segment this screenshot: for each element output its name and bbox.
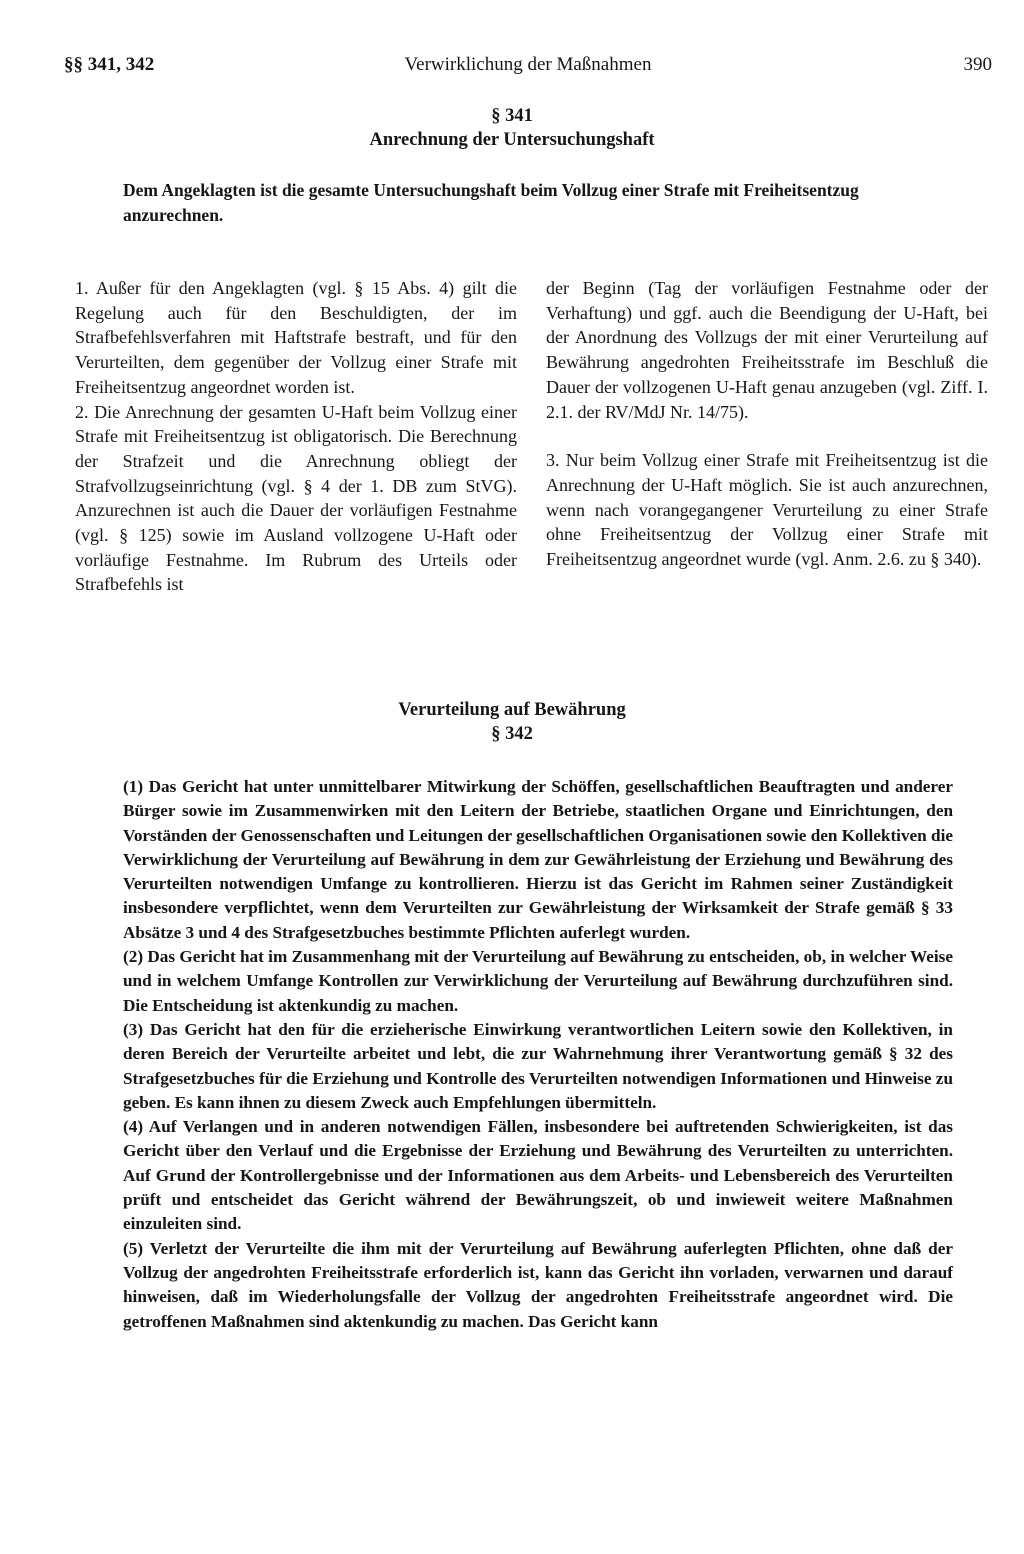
commentary-note-2: 2. Die Anrechnung der gesamten U-Haft beim Vollzug einer Strafe mit Freiheitsentzug ist obligatorisch. Die Berechnung der Strafzeit und die Anrechnung obliegt der Strafvollzugseinrichtung (vgl. § 4 der 1. DB zum StVG). Anzurechnen ist auch die Dauer der vorläufigen Festnahme (vgl. § 125) sowie im Ausland vollzogene U-Haft oder vorläufige Festnahme. Im Rubrum des Urteils oder Strafbefehls ist xyxy=(75,401,517,595)
commentary-left-column xyxy=(75,276,517,597)
commentary-note-3: 3. Nur beim Vollzug einer Strafe mit Freiheitsentzug ist die Anrechnung der U-Haft möglich. Sie ist auch anzurechnen, wenn nach vorangegangener Verurteilung zu einer Strafe ohne Freiheitsentzug der Vollzug einer Strafe mit Freiheitsentzug angeordnet wurde (vgl. Anm. 2.6. zu § 340). xyxy=(546,450,988,570)
section-342-paragraph-5: (5) Verletzt der Verurteilte die ihm mit der Verurteilung auf Bewährung auferlegten Pflichten, ohne daß der Vollzug der angedrohten Freiheitsstrafe erforderlich ist, kann das Gericht ihn vorladen, verwarnen und darauf hinweisen, daß im Wiederholungsfalle der Vollzug der angedrohten Freiheitsstrafe angeordnet wird. Die getroffenen Maßnahmen sind aktenkundig zu machen. Das Gericht kann xyxy=(123,1238,953,1331)
section-342-paragraph-2: (2) Das Gericht hat im Zusammenhang mit der Verurteilung auf Bewährung zu entscheiden, ob, in welcher Weise und in welchem Umfange Kontrollen zur Verwirklichung der Verurteilung auf Bewährung durchzuführen sind. Die Entscheidung ist aktenkundig zu machen. xyxy=(123,947,953,1015)
commentary-note-1: 1. Außer für den Angeklagten (vgl. § 15 Abs. 4) gilt die Regelung auch für den Beschuldigten, der im Strafbefehlsverfahren mit Haftstrafe bestraft, und für den Verurteilten, dem gegenüber der Vollzug einer Strafe mit Freiheitsentzug angeordnet worden ist. xyxy=(75,278,517,397)
page-number: 390 xyxy=(963,54,992,75)
section-342-paragraphs xyxy=(123,775,953,1334)
commentary-columns xyxy=(75,276,988,636)
commentary-right-column xyxy=(546,276,988,572)
statute-paragraph: Dem Angeklagten ist die gesamte Untersuchungshaft beim Vollzug einer Strafe mit Freiheitsentzug anzurechnen. xyxy=(123,180,859,225)
running-head xyxy=(64,54,992,82)
running-head-chapter-title: Verwirklichung der Maßnahmen xyxy=(404,54,652,75)
section-342-paragraph-4: (4) Auf Verlangen und in anderen notwendigen Fällen, insbesondere bei auftretenden Schwierigkeiten, ist das Gericht über den Verlauf und die Ergebnisse der Erziehung und Bewährung des Verurteilten zu unterrichten. Auf Grund der Kontrollergebnisse und der Informationen aus dem Arbeits- und Lebensbereich des Verurteilten prüft und entscheidet das Gericht während der Bewährungszeit, ob und inwieweit weitere Maßnahmen einzuleiten sind. xyxy=(123,1117,953,1234)
section-342-title: Verurteilung auf Bewährung xyxy=(398,700,626,720)
section-341-statute-text xyxy=(123,178,953,228)
section-342-paragraph-3: (3) Das Gericht hat den für die erzieherische Einwirkung verantwortlichen Leitern sowie den Kollektiven, in deren Bereich der Verurteilte arbeitet und lebt, die zur Wahrnehmung ihrer Verantwortung gemäß § 32 des Strafgesetzbuches für die Erziehung und Kontrolle des Verurteilten notwendigen Informationen und Hinweise zu geben. Es kann ihnen zu diesem Zweck auch Empfehlungen übermitteln. xyxy=(123,1019,953,1112)
running-head-section-ref: §§ 341, 342 xyxy=(64,54,155,75)
section-341-title: Anrechnung der Untersuchungshaft xyxy=(369,130,655,150)
section-342-paragraph-1: (1) Das Gericht hat unter unmittelbarer Mitwirkung der Schöffen, gesellschaftlichen Beauftragten und anderer Bürger sowie im Zusammenwirken mit den Leitern der Betriebe, staatlichen Organe und Einrichtungen, den Vorständen der Genossenschaften und Leitungen der gesellschaftlichen Organisationen sowie den Kollektiven die Verwirklichung der Verurteilung auf Bewährung in dem zur Gewährleistung der Erziehung und Bewährung des Verurteilten notwendigen Umfange zu kontrollieren. Hierzu ist das Gericht im Rahmen seiner Zuständigkeit insbesondere verpflichtet, wenn dem Verurteilten zur Gewährleistung der Wirksamkeit der Strafe gemäß § 33 Absätze 3 und 4 des Strafgesetzbuches bestimmte Pflichten auferlegt wurden. xyxy=(123,777,953,942)
section-342-number: § 342 xyxy=(491,724,533,744)
section-341-number: § 341 xyxy=(491,106,533,126)
commentary-note-2-continued: der Beginn (Tag der vorläufigen Festnahme oder der Verhaftung) und ggf. auch die Beendigung der U-Haft, bei der Anordnung des Vollzugs der mit einer Verurteilung auf Bewährung angedrohten Freiheitsstrafe im Beschluß die Dauer der vollzogenen U-Haft genau anzugeben (vgl. Ziff. I. 2.1. der RV/MdJ Nr. 14/75). xyxy=(546,278,988,422)
